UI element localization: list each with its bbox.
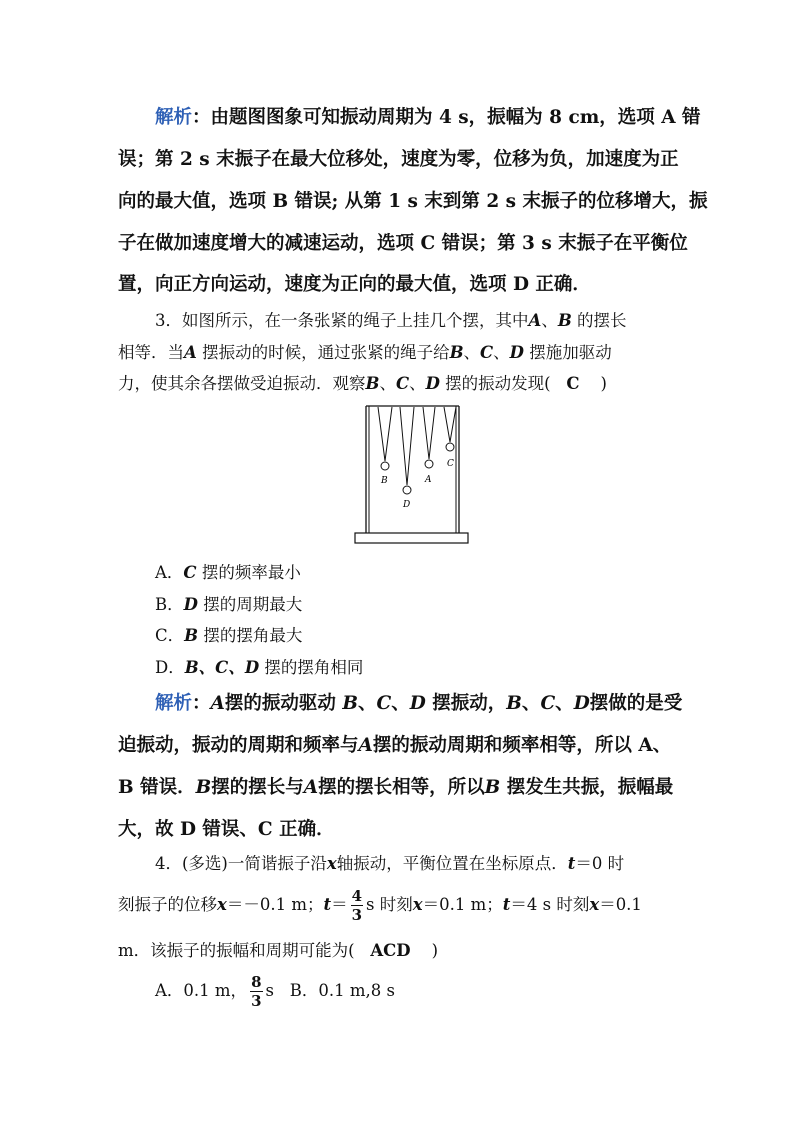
q4-line-1 xyxy=(155,850,624,874)
sol3-text: 摆的摆长相等，所以 xyxy=(318,777,485,798)
sol3-text: ： xyxy=(192,693,211,714)
var-C: C xyxy=(480,343,494,362)
q3-text: 摆的振动发现( xyxy=(445,374,551,393)
var-B: B xyxy=(449,343,464,362)
q4-text: ＝ xyxy=(331,895,348,914)
option-key: C． xyxy=(155,626,185,645)
q3-text: 力，使其余各摆做受迫振动．观察 xyxy=(118,374,366,393)
sol3-text: 摆发生共振，振幅最 xyxy=(506,777,674,798)
q3-line-1 xyxy=(155,307,627,331)
pendulum-B-strings xyxy=(378,407,392,461)
solution-label: 解析 xyxy=(155,107,193,128)
label-A: A xyxy=(425,475,432,485)
var-A: A xyxy=(210,693,225,714)
var-A: A xyxy=(358,735,373,756)
var-C: C xyxy=(395,374,410,393)
var-B: B xyxy=(557,311,572,330)
label-D: D xyxy=(403,500,411,510)
fraction-4-3 xyxy=(351,886,363,924)
option-B xyxy=(155,591,302,615)
q4-text: ＝0.1 m； xyxy=(422,895,503,914)
option-B-text: B．0.1 m,8 s xyxy=(289,981,395,1000)
option-var: B xyxy=(184,626,199,645)
label-B: B xyxy=(381,476,388,486)
sol3-line-2 xyxy=(118,731,671,757)
sep: 、 xyxy=(541,311,558,330)
frac-den: 3 xyxy=(351,905,363,924)
sol3-line-4: 大，故 D 错误、C 正确． xyxy=(118,819,335,840)
q4-text: m．该振子的振幅和周期可能为( xyxy=(118,941,355,960)
var-B: B xyxy=(484,777,501,798)
sol3-text: 摆的摆长与 xyxy=(211,777,304,798)
q4-text: (多选)一简谐振子沿 xyxy=(182,854,327,873)
sol3-text: 摆振动， xyxy=(432,693,507,714)
option-key: D． xyxy=(155,658,185,677)
sol3-text: 摆做的是受 xyxy=(589,693,683,714)
answer: C xyxy=(566,374,580,393)
sol3-line-1: 解析：A摆的振动驱动 B、C、D 摆振动，B、C、D摆做的是受 xyxy=(155,693,683,714)
sol2-line-4: 子在做加速度增大的减速运动，选项 C 错误；第 3 s 末振子在平衡位 xyxy=(118,233,688,254)
pendulum-C-bob xyxy=(446,443,454,451)
fraction-8-3 xyxy=(250,972,262,1010)
option-C xyxy=(155,622,302,646)
pendulum-A-bob xyxy=(425,460,433,468)
q3-line-2: 相等．当A 摆振动的时候，通过张紧的绳子给B、C、D 摆施加驱动 xyxy=(118,343,612,362)
pendulum-D-bob xyxy=(403,486,411,494)
pendulum-A-strings xyxy=(423,407,435,459)
option-text: 摆的频率最小 xyxy=(201,563,301,582)
sol3-text: 摆的振动驱动 xyxy=(224,693,336,714)
sol3-text: B 错误． xyxy=(118,777,196,798)
question-number: 4． xyxy=(155,854,182,873)
var-B: B xyxy=(195,777,212,798)
option-vars: B、C、D xyxy=(184,658,260,677)
q4-options xyxy=(155,968,395,1014)
q4-text: ＝4 s 时刻 xyxy=(510,895,590,914)
option-D xyxy=(155,654,363,678)
frac-num: 8 xyxy=(251,972,262,991)
var-t: t xyxy=(567,854,576,873)
q4-text: 轴振动，平衡位置在坐标原点． xyxy=(336,854,568,873)
q3-text: 如图所示，在一条张紧的绳子上挂几个摆，其中 xyxy=(182,311,529,330)
option-var: D xyxy=(183,595,198,614)
answer: ACD xyxy=(370,941,411,960)
q4-line-3 xyxy=(118,937,438,961)
solution-label: 解析 xyxy=(155,693,193,714)
frac-den: 3 xyxy=(251,991,262,1010)
var-A: A xyxy=(528,311,542,330)
sol3-line-3 xyxy=(118,773,673,799)
option-A-unit: s xyxy=(265,981,274,1000)
q4-text: 刻振子的位移 xyxy=(118,895,217,914)
option-A-text: A．0.1 m， xyxy=(155,981,248,1000)
pendulum-C-strings xyxy=(444,407,456,442)
var-x: x xyxy=(589,895,600,914)
var-x: x xyxy=(326,854,337,873)
sol3-text: 迫振动，振动的周期和频率与 xyxy=(118,735,359,756)
q4-text: s 时刻 xyxy=(366,895,413,914)
var-C: C xyxy=(376,693,392,714)
option-text: 摆的周期最大 xyxy=(203,595,303,614)
pendulum-D-strings xyxy=(400,407,414,485)
var-B: B xyxy=(506,693,522,714)
q3-text: 相等．当 xyxy=(118,343,184,362)
frac-num: 4 xyxy=(351,886,363,905)
sol2-line-5: 置，向正方向运动，速度为正向的最大值，选项 D 正确． xyxy=(118,274,591,295)
var-A: A xyxy=(184,343,197,362)
var-x: x xyxy=(412,895,423,914)
var-D: D xyxy=(409,693,426,714)
sol3-text: 摆的振动周期和频率相等，所以 A、 xyxy=(372,735,672,756)
sol2-line-2: 误；第 2 s 末振子在最大位移处，速度为零，位移为负，加速度为正 xyxy=(118,149,679,170)
sol2-line-1 xyxy=(155,103,701,129)
var-t: t xyxy=(502,895,511,914)
var-D: D xyxy=(509,343,524,362)
q3-line-3: 力，使其余各摆做受迫振动．观察B、C、D 摆的振动发现( C ) xyxy=(118,374,607,393)
var-x: x xyxy=(217,895,227,914)
q4-text: ＝0 时 xyxy=(575,854,625,873)
option-text: 摆的摆角相同 xyxy=(264,658,364,677)
var-t: t xyxy=(323,895,332,914)
option-key: A． xyxy=(155,563,184,582)
q4-text: ＝－0.1 m； xyxy=(226,895,324,914)
var-B: B xyxy=(365,374,380,393)
var-D: D xyxy=(573,693,590,714)
q4-text: ＝0.1 xyxy=(599,895,642,914)
q3-text: 摆振动的时候，通过张紧的绳子给 xyxy=(202,343,450,362)
option-var: C xyxy=(183,563,197,582)
pendulum-B-bob xyxy=(381,462,389,470)
q3-text: 摆施加驱动 xyxy=(529,343,612,362)
var-B: B xyxy=(342,693,358,714)
option-text: 摆的摆角最大 xyxy=(203,626,303,645)
sol2-text-1: ：由题图图象可知振动周期为 4 s，振幅为 8 cm，选项 A 错 xyxy=(192,107,701,128)
question-number: 3． xyxy=(155,311,182,330)
q4-line-2 xyxy=(118,882,642,928)
var-A: A xyxy=(303,777,319,798)
label-C: C xyxy=(447,459,454,469)
var-C: C xyxy=(540,693,556,714)
var-D: D xyxy=(425,374,440,393)
base-plate xyxy=(355,533,468,543)
option-key: B． xyxy=(155,595,184,614)
paren-close: ) xyxy=(600,374,607,393)
q3-text: 的摆长 xyxy=(577,311,627,330)
pendulum-figure xyxy=(350,400,475,550)
sol2-line-3: 向的最大值，选项 B 错误; 从第 1 s 末到第 2 s 末振子的位移增大，振 xyxy=(118,191,708,212)
paren-close: ) xyxy=(431,941,439,960)
option-A xyxy=(155,559,301,583)
